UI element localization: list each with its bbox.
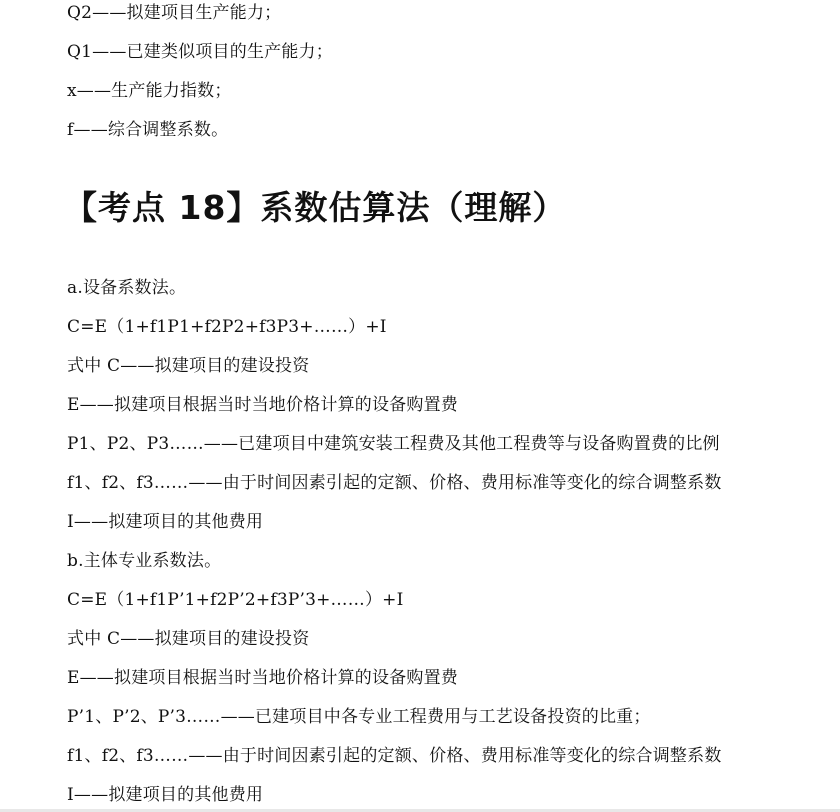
definition-q2: Q2——拟建项目生产能力；	[67, 3, 282, 23]
method-b-definition-i: I——拟建项目的其他费用	[67, 785, 264, 805]
method-a-definition-e: E——拟建项目根据当时当地价格计算的设备购置费	[67, 395, 459, 415]
method-b-title: b.主体专业系数法。	[67, 551, 222, 571]
method-a-definition-c: 式中 C——拟建项目的建设投资	[67, 356, 310, 376]
definition-q1: Q1——已建类似项目的生产能力；	[67, 42, 333, 62]
method-b-formula: C=E（1+f1P’1+f2P’2+f3P’3+……）+I	[67, 590, 404, 610]
method-b-definition-p: P’1、P’2、P’3……——已建项目中各专业工程费用与工艺设备投资的比重；	[67, 707, 651, 727]
method-b-definition-c: 式中 C——拟建项目的建设投资	[67, 629, 310, 649]
method-a-definition-f: f1、f2、f3……——由于时间因素引起的定额、价格、费用标准等变化的综合调整系数	[67, 473, 722, 493]
section-heading: 【考点 18】系数估算法（理解）	[64, 188, 567, 227]
method-b-definition-f: f1、f2、f3……——由于时间因素引起的定额、价格、费用标准等变化的综合调整系数	[67, 746, 722, 766]
definition-f: f——综合调整系数。	[67, 120, 229, 140]
method-a-definition-p: P1、P2、P3……——已建项目中建筑安装工程费及其他工程费等与设备购置费的比例	[67, 434, 720, 454]
definition-x: x——生产能力指数；	[67, 81, 232, 101]
method-a-title: a.设备系数法。	[67, 278, 187, 298]
method-a-definition-i: I——拟建项目的其他费用	[67, 512, 264, 532]
method-a-formula: C=E（1+f1P1+f2P2+f3P3+……）+I	[67, 317, 387, 337]
method-b-definition-e: E——拟建项目根据当时当地价格计算的设备购置费	[67, 668, 459, 688]
